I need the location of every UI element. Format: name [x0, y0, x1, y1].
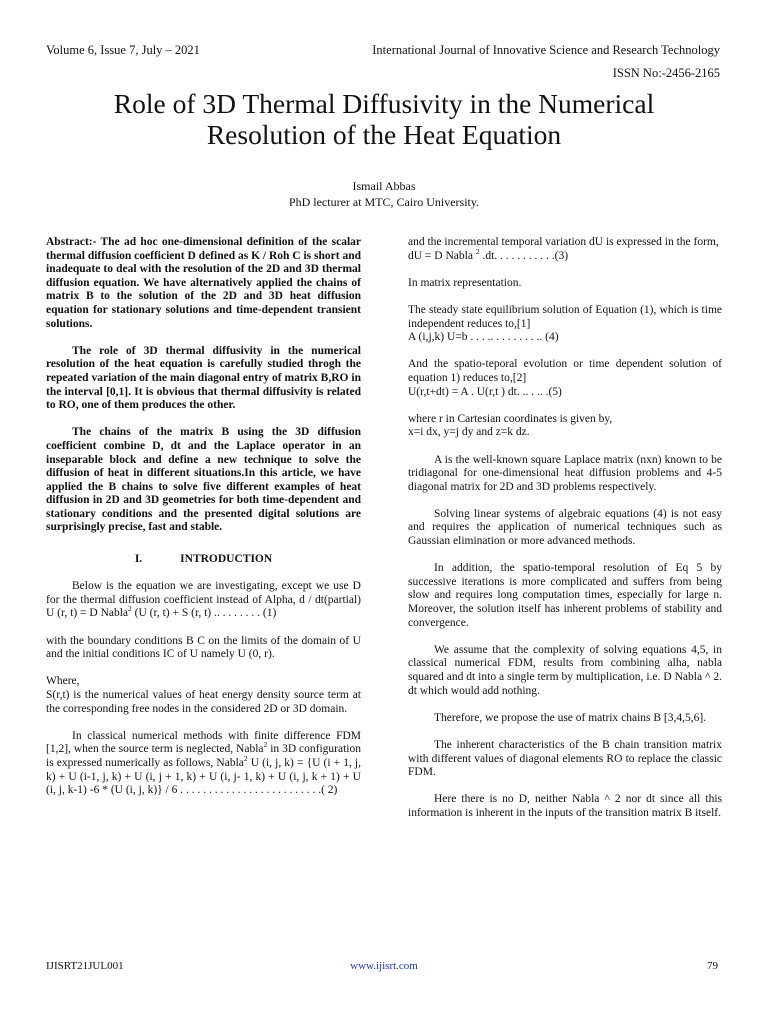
cartesian-definitions: x=i dx, y=j dy and z=k dz. — [408, 426, 530, 439]
intro-paragraph — [46, 580, 361, 621]
abstract-paragraph-3: The chains of the matrix B using the 3D diffusion coefficient combine D, dt and the Laplace operator in an inseparable block and define a new technique to solve the diffusion of heat in different situations.In this article, we have applied the B chains to solve five different examples of heat diffusion in 2D and 3D geometries for both time-dependent and stationary conditions and the presented digital solutions are surprisingly precise, fast and stable. — [46, 426, 361, 534]
equation-2-part-b: U (i, j, k) = {U (i + 1, j, k) + U (i-1, j, k) + U (i, j + 1, k) + U (i, j- 1, k) + U (i, j, k + 1) + U (i, j, k-1) -6 * (U (i, j, k)} / 6 . . . . . . . . . . . . . . . . . . . . . . . . .( 2) — [46, 756, 362, 797]
journal-issn: ISSN No:-2456-2165 — [612, 66, 720, 80]
steady-state-paragraph: The steady state equilibrium solution of Equation (1), which is time independent reduces to,[1] — [408, 303, 722, 330]
journal-website-link[interactable]: www.ijisrt.com — [350, 960, 418, 972]
equation-4: A (i,j,k) U=b . . . .. . . . . . . . .. (4) — [408, 331, 559, 344]
matrix-chains-paragraph: Therefore, we propose the use of matrix chains B [3,4,5,6]. — [434, 711, 707, 724]
abstract-paragraph-2: The role of 3D thermal diffusivity in the numerical resolution of the heat equation is carefully studied throgh the repeated variation of the main diagonal entry of matrix B,RO in the interval [0,1]. It is obvious that thermal diffusivity is related to RO, one of them produces the other. — [46, 344, 361, 412]
paper-title-line-2: Resolution of the Heat Equation — [206, 119, 562, 150]
section-heading-introduction — [46, 553, 361, 567]
laplace-matrix-paragraph: A is the well-known square Laplace matrix (nxn) known to be tridiagonal for one-dimensional heat diffusion problems and 4-5 diagonal matrix for 2D and 3D problems respectively. — [408, 453, 722, 493]
fd-superscript: 2 — [263, 740, 268, 750]
journal-name: International Journal of Innovative Science and Research Technology — [372, 43, 720, 57]
equation-2-superscript: 2 — [243, 754, 248, 764]
section-title: INTRODUCTION — [180, 552, 273, 565]
finite-difference-paragraph — [46, 730, 361, 798]
iterations-paragraph: In addition, the spatio-temporal resolution of Eq 5 by successive iterations is more complicated and suffers from being slow and requires long computation times, especially for large n. Moreover, the solution itself has inherent problems of stability and convergence. — [408, 562, 722, 629]
complexity-paragraph: We assume that the complexity of solving equations 4,5, in classical numerical FDM, results from combining alha, nabla squared and dt into a single term by multiplication, i.e. D Nabla ^ 2. dt which would add nothing. — [408, 643, 722, 697]
abstract-paragraph-1: Abstract:- The ad hoc one-dimensional definition of the scalar thermal diffusion coefficient D defined as K / Roh C is short and inadequate to deal with the resolution of the 2D and 3D thermal diffusion equation. We have alternatively applied the chains of matrix B to the solution of the 2D and 3D heat diffusion equation for stationary solutions and time-dependent transient solutions. — [46, 236, 361, 330]
source-term-definition: S(r,t) is the numerical values of heat energy density source term at the corresponding free nodes in the considered 2D or 3D domain. — [46, 689, 361, 715]
matrix-representation: In matrix representation. — [408, 276, 522, 289]
author-name: Ismail Abbas — [352, 179, 416, 193]
right-column — [408, 236, 722, 821]
journal-volume: Volume 6, Issue 7, July – 2021 — [46, 43, 200, 57]
paper-title-line-1: Role of 3D Thermal Diffusivity in the Numerical — [113, 88, 655, 119]
equation-1-part-b: (U (r, t) + S (r, t) .. . . . . . . . (1) — [131, 607, 277, 620]
fd-text-b: in 3D configuration is expressed numerically as follows, — [46, 743, 361, 769]
cartesian-coordinates: where r in Cartesian coordinates is given by, — [408, 412, 613, 425]
equation-3-part-a: dU = D Nabla — [408, 249, 476, 262]
paper-title — [40, 88, 728, 150]
spatio-temporal-paragraph: And the spatio-teporal evolution or time dependent solution of equation 1) reduces to,[2] — [408, 358, 722, 384]
equation-1-part-a: d / dt(partial) U (r, t) = D Nabla — [46, 593, 362, 620]
equation-3-superscript: 2 — [475, 246, 480, 256]
equation-5: U(r,t+dt) = A . U(r,t ) dt. .. . .. .(5) — [408, 385, 562, 398]
where-label: Where, — [46, 675, 80, 688]
section-number: I. — [134, 552, 143, 565]
boundary-conditions-paragraph: with the boundary conditions B C on the limits of the domain of U and the initial conditions IC of U namely U (0, r). — [46, 634, 361, 661]
linear-systems-paragraph: Solving linear systems of algebraic equations (4) is not easy and requires the application of numerical techniques such as Gaussian elimination or more advanced methods. — [408, 507, 722, 548]
author-affiliation: PhD lecturer at MTC, Cairo University. — [288, 195, 480, 209]
fd-text-a: In classical numerical methods with finite difference FDM [1,2], when the source term is neglected, Nabla — [46, 729, 361, 756]
no-d-paragraph: Here there is no D, neither Nabla ^ 2 nor dt since all this information is inherent in the inputs of the transition matrix B itself. — [408, 793, 722, 819]
page-number: 79 — [707, 960, 718, 972]
intro-text: Below is the equation we are investigating, except we use D for the thermal diffusion coefficient instead of Alpha, — [46, 580, 361, 606]
equation-3-part-b: .dt. . . . . . . . . . .(3) — [479, 249, 569, 262]
left-column — [46, 236, 361, 798]
b-chain-paragraph: The inherent characteristics of the B chain transition matrix with different values of diagonal elements RO to replace the classic FDM. — [408, 738, 722, 779]
dU-intro: and the incremental temporal variation dU is expressed in the form, — [408, 236, 719, 248]
equation-2-part-a: Nabla — [216, 756, 244, 769]
article-code: IJISRT21JUL001 — [46, 960, 124, 972]
equation-3 — [408, 246, 722, 264]
equation-1-superscript: 2 — [128, 604, 132, 614]
